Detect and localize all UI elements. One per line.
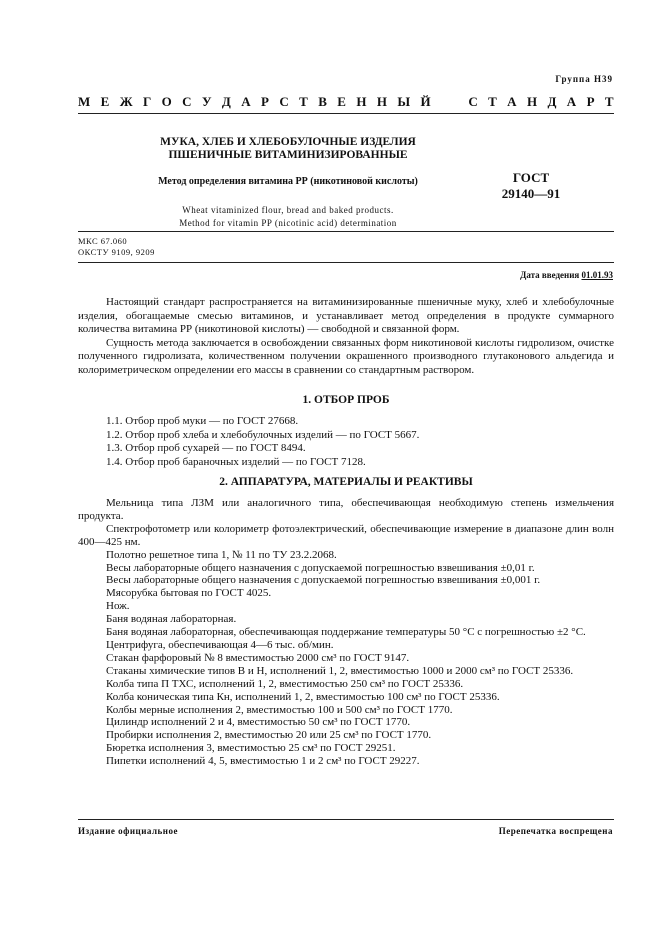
- banner-letter: Р: [261, 94, 269, 109]
- list-item: Стаканы химические типов В и Н, исполнений 1, 2, вместимостью 1000 и 2000 см³ по ГОСТ 25336.: [106, 664, 574, 677]
- banner-letter: С: [182, 94, 192, 109]
- list-item: 1.2. Отбор проб хлеба и хлебобулочных изделий — по ГОСТ 5667.: [106, 428, 420, 441]
- banner-letter: Д: [221, 94, 231, 109]
- mks-code: МКС 67.060: [78, 236, 128, 246]
- date-label: Дата введения: [520, 270, 580, 280]
- list-item: Пробирки исполнения 2, вместимостью 20 или 25 см³ по ГОСТ 1770.: [106, 729, 432, 742]
- section-1-heading: 1. ОТБОР ПРОБ: [302, 394, 390, 406]
- section-1-list: [78, 415, 614, 469]
- banner-letter: Ж: [119, 94, 133, 109]
- english-title: [78, 204, 498, 230]
- section-2-heading: 2. АППАРАТУРА, МАТЕРИАЛЫ И РЕАКТИВЫ: [219, 476, 473, 488]
- date-value: 01.01.93: [581, 270, 613, 280]
- list-item: 1.1. Отбор проб муки — по ГОСТ 27668.: [106, 415, 299, 427]
- classification-codes: [78, 236, 155, 258]
- banner-letter: Г: [142, 94, 152, 109]
- banner-letter: Т: [299, 94, 308, 109]
- list-item: 1.4. Отбор проб бараночных изделий — по ГОСТ 7128.: [106, 455, 366, 468]
- banner-letter: Й: [420, 94, 431, 109]
- section-2-list: [78, 497, 614, 768]
- list-item: 1.3. Отбор проб сухарей — по ГОСТ 8494.: [106, 442, 306, 454]
- banner-letter: Д: [547, 94, 557, 109]
- list-item: Весы лабораторные общего назначения с допускаемой погрешностью взвешивания ±0,01 г.: [106, 561, 535, 574]
- banner-letter: Т: [604, 94, 614, 109]
- reprint-prohibited-label: Перепечатка воспрещена: [498, 826, 613, 836]
- codes-rule: [78, 262, 614, 263]
- intro-paragraph-1: Настоящий стандарт распространяется на витаминизированные пшеничные муку, хлеб и хлебобулочные изделия, обогащаемые смесью витаминов, и устанавливает метод определения в продукте суммарного количества витамина РР (никотиновой кислоты) — свободной и связанной форм.: [78, 296, 614, 335]
- list-item: Баня водяная лабораторная.: [106, 613, 237, 626]
- interstate-standard-banner: [78, 94, 614, 110]
- okstu-code: ОКСТУ 9109, 9209: [78, 247, 155, 257]
- banner-letter: О: [161, 94, 172, 109]
- english-title-line-1: Wheat vitaminized flour, bread and baked products.: [182, 205, 394, 215]
- banner-letter: Н: [526, 94, 538, 109]
- list-item: Колбы мерные исполнения 2, вместимостью 100 и 500 см³ по ГОСТ 1770.: [106, 703, 453, 716]
- list-item: Центрифуга, обеспечивающая 4—6 тыс. об/мин.: [106, 638, 334, 651]
- method-title: Метод определения витамина РР (никотиновой кислоты): [158, 176, 418, 187]
- list-item: Пипетки исполнений 4, 5, вместимостью 1 и 2 см³ по ГОСТ 29227.: [106, 755, 420, 768]
- footer-rule: [78, 819, 614, 820]
- list-item: Колба типа П ТХС, исполнений 1, 2, вместимостью 250 см³ по ГОСТ 25336.: [106, 677, 464, 690]
- list-item: Колба коническая типа Кн, исполнений 1, 2, вместимостью 100 см³ по ГОСТ 25336.: [106, 690, 500, 703]
- list-item: Стакан фарфоровый № 8 вместимостью 2000 см³ по ГОСТ 9147.: [106, 651, 410, 664]
- list-item: Полотно решетное типа 1, № 11 по ТУ 23.2.2068.: [106, 548, 337, 561]
- gost-designation: [476, 170, 586, 202]
- list-item: Весы лабораторные общего назначения с допускаемой погрешностью взвешивания ±0,001 г.: [106, 574, 541, 587]
- list-item: Баня водяная лабораторная, обеспечивающая поддержание температуры 50 °С с погрешностью ±2 °С.: [106, 626, 586, 639]
- title-line-1: МУКА, ХЛЕБ И ХЛЕБОБУЛОЧНЫЕ ИЗДЕЛИЯ: [160, 136, 416, 148]
- banner-letter: В: [318, 94, 327, 109]
- intro-paragraph-2: Сущность метода заключается в освобождении связанных форм никотиновой кислоты гидролизом, очистке полученного гидролизата, количественном получении окрашенного производного глутаконового альдегида и колориметрическом определении его массы в сравнении со стандартным раствором.: [78, 336, 614, 376]
- banner-letter: У: [201, 94, 212, 109]
- banner-letter: [455, 94, 458, 110]
- official-edition-label: Издание официальное: [78, 826, 178, 836]
- gost-number: 29140—91: [501, 186, 561, 201]
- banner-letter: Е: [337, 94, 346, 109]
- banner-letter: Н: [376, 94, 387, 109]
- group-label: Группа Н39: [555, 74, 613, 84]
- banner-letter: А: [566, 94, 577, 109]
- title-rule: [78, 231, 614, 232]
- banner-letter: Н: [356, 94, 367, 109]
- intro-text: [78, 296, 614, 377]
- list-item: Бюретка исполнения 3, вместимостью 25 см³ по ГОСТ 29251.: [106, 742, 396, 755]
- banner-letter: С: [468, 94, 478, 109]
- list-item: Спектрофотометр или колориметр фотоэлектрический, обеспечивающие измерение в диапазоне длин волн 400—425 нм.: [78, 522, 614, 548]
- banner-letter: Т: [488, 94, 497, 109]
- banner-letter: Е: [100, 94, 110, 109]
- banner-letter: С: [279, 94, 289, 109]
- title-line-2: ПШЕНИЧНЫЕ ВИТАМИНИЗИРОВАННЫЕ: [168, 149, 408, 161]
- introduction-date: [520, 270, 613, 280]
- english-title-line-2: Method for vitamin PP (nicotinic acid) determination: [179, 218, 397, 228]
- gost-label: ГОСТ: [512, 170, 550, 185]
- list-item: Нож.: [106, 600, 130, 613]
- banner-letter: Ы: [397, 94, 411, 109]
- banner-letter: [441, 94, 444, 110]
- banner-letter: А: [241, 94, 251, 109]
- banner-rule: [78, 113, 614, 114]
- list-item: Мясорубка бытовая по ГОСТ 4025.: [106, 587, 272, 600]
- list-item: Цилиндр исполнений 2 и 4, вместимостью 50 см³ по ГОСТ 1770.: [106, 716, 411, 729]
- banner-letter: М: [78, 94, 91, 109]
- banner-letter: А: [507, 94, 517, 109]
- document-title: [78, 136, 498, 162]
- banner-letter: Р: [586, 94, 595, 109]
- list-item: Мельница типа ЛЗМ или аналогичного типа, обеспечивающая необходимую степень измельчения продукта.: [78, 497, 614, 522]
